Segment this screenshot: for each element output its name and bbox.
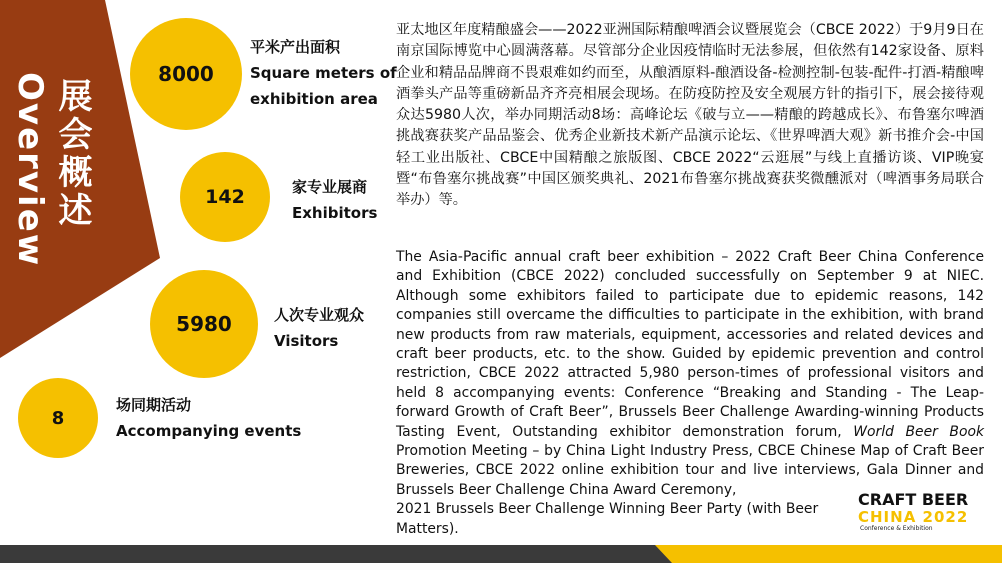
body-text-en-book-title: World Beer Book (853, 423, 984, 440)
craft-beer-china-logo (858, 491, 988, 533)
stat-circle-exhibitors (180, 152, 270, 242)
section-title-en: Overview (10, 72, 50, 268)
body-text-en-part2: Promotion Meeting – by China Light Industry Press, CBCE Chinese Map of Craft Beer Breweries, CBCE 2022 online exhibition tour and live interviews, Gala Dinner and Brussels Beer Challenge China Award Ceremony, (396, 443, 984, 498)
stat-value-visitors: 5980 (176, 312, 232, 336)
stat-value-events: 8 (51, 407, 65, 429)
stat-value-area: 8000 (158, 62, 214, 86)
logo-line1: CRAFT BEER (858, 490, 969, 509)
stat-circle-area (130, 18, 242, 130)
stat-circle-visitors (150, 270, 258, 378)
stat-label-visitors (274, 302, 364, 354)
section-title (8, 72, 96, 272)
stat-label-events-en: Accompanying events (116, 422, 302, 440)
body-text-en-tail: 2021 Brussels Beer Challenge Winning Beer Party (with Beer Matters). (396, 501, 819, 537)
stat-label-visitors-en: Visitors (274, 332, 339, 350)
stat-label-area-cn: 平米产出面积 (250, 38, 341, 56)
stat-label-area-en2: exhibition area (250, 90, 378, 108)
bottom-bar-accent (655, 545, 1002, 563)
body-text-en-part1: The Asia-Pacific annual craft beer exhibition – 2022 Craft Beer China Conference and Exhibition (CBCE 2022) concluded successfully on September 9 at NIEC. Although some exhibitors failed to participate due to epidemic reasons, 142 companies still overcame the difficulties to participate in the exhibition, with brand new products from raw materials, equipment, accessories and related devices and craft beer products, etc. to the show. Guided by epidemic prevention and control restriction, CBCE 2022 attracted 5,980 person-times of professional visitors and held 8 accompanying events: Conference “Breaking and Standing - The Leap-forward Growth of Craft Beer”, Brussels Beer Challenge Awarding-winning Products Tasting Event, Outstanding exhibitor demonstration forum, (396, 249, 984, 440)
stat-label-events-cn: 场同期活动 (116, 396, 192, 414)
body-text-cn: 亚太地区年度精酿盛会——2022亚洲国际精酿啤酒会议暨展览会（CBCE 2022）于9月9日在南京国际博览中心圆满落幕。尽管部分企业因疫情临时无法参展，但依然有142家设备、原料企业和精品品牌商不畏艰难如约而至，从酿酒原料-酿酒设备-检测控制-包装-配件-打酒-精酿啤酒拳头产品等重磅新品齐齐亮相展会现场。在防疫防控及安全观展方针的指引下，展会接待观众达5980人次，举办同期活动8场：高峰论坛《破与立——精酿的跨越成长》、布鲁塞尔啤酒挑战赛获奖产品品鉴会、优秀企业新技术新产品演示论坛、《世界啤酒大观》新书推介会-中国轻工业出版社、CBCE中国精酿之旅版图、CBCE 2022“云逛展”与线上直播访谈、VIP晚宴暨“布鲁塞尔挑战赛”中国区颁奖典礼、2021布鲁塞尔挑战赛获奖微醺派对（啤酒事务局联合举办）等。 (396, 22, 984, 209)
stat-label-exhibitors (292, 174, 377, 226)
stat-label-events (116, 392, 301, 444)
stat-label-exhibitors-cn: 家专业展商 (292, 178, 368, 196)
section-title-cn: 展会概述 (52, 78, 92, 230)
logo-line2: CHINA 2022 (858, 508, 969, 526)
stat-label-exhibitors-en: Exhibitors (292, 204, 378, 222)
stat-value-exhibitors: 142 (205, 186, 245, 208)
bottom-bar (0, 545, 1002, 563)
stat-circle-events (18, 378, 98, 458)
stat-label-visitors-cn: 人次专业观众 (274, 306, 365, 324)
stat-label-area (250, 34, 397, 112)
logo-line3: Conference & Exhibition (860, 525, 933, 532)
stat-label-area-en1: Square meters of (250, 64, 397, 82)
